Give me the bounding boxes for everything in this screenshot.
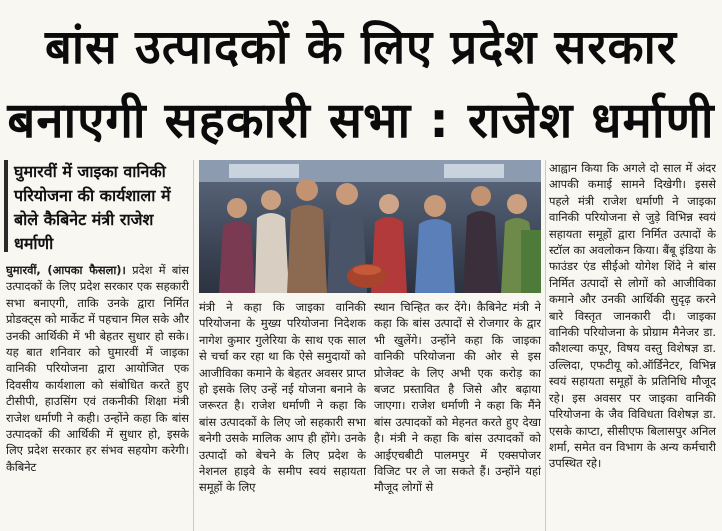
event-photo — [199, 160, 541, 293]
headline-line-1: बांस उत्पादकों के लिए प्रदेश सरकार — [45, 20, 677, 75]
article-text-3: स्थान चिन्हित कर देंगे। कैबिनेट मंत्री ने कहा कि बांस उत्पादों से रोजगार के द्वार भी खुलेंगे। उन्होंने कहा कि जाइका वानिकी परियोजना की ओर से इस प्रोजेक्ट के लिए अभी एक करोड़ का बजट प्रस्तावित है जिसे और बढ़ाया जाएगा। राजेश धर्माणी ने कहा कि मैंने बांस उत्पादकों को मेहनत करते हुए देखा है। मंत्री ने कहा कि बांस उत्पादकों को आईएचबीटी पालमपुर में एक्सपोजर विजिट पर ले जा सकते हैं। उन्होंने यहां मौजूद लोगों से — [374, 300, 541, 495]
article-column-4 — [549, 160, 716, 531]
subheadline-bar — [4, 160, 8, 252]
subheadline: घुमारवीं में जाइका वानिकी परियोजना की कार्यशाला में बोले कैबिनेट मंत्री राजेश धर्माणी — [14, 162, 171, 253]
article-text-4: आह्वान किया कि अगले दो साल में अंदर आपकी कमाई सामने दिखेगी। इससे पहले मंत्री राजेश धर्माणी ने जाइका वानिकी परियोजना से जुड़े विभिन्न स्वयं सहायता समूहों द्वारा निर्मित उत्पादों के स्टॉल का अवलोकन किया। बैंबू इंडिया के फाउंडर एंड सीईओ योगेश शिंदे ने बांस निर्मित उत्पादों से लोगों को आजीविका कमाने और उनकी आर्थिकी सुदृढ़ करने बारे विस्तृत जानकारी दी। जाइका वानिकी परियोजना के प्रोग्राम मैनेजर डा. कौशल्या कपूर, विषय वस्तु विशेषज्ञ डा. उल्लिदा, एफटीयू को.ऑर्डिनेटर, विभिन्न स्वयं सहायता समूहों के प्रतिनिधि मौजूद रहे। इस अवसर पर जाइका वानिकी परियोजना के जैव विविधता विशेषज्ञ डा. एसके काप्टा, सीसीएफ बिलासपुर अनिल शर्मा, समेत वन विभाग के अन्य कर्मचारी उपस्थित रहे। — [549, 161, 716, 471]
event-photo-image — [199, 160, 541, 293]
dateline: घुमारवीं, (आपका फैसला)। — [6, 263, 126, 277]
article-column-3 — [374, 299, 541, 531]
article-text-2: मंत्री ने कहा कि जाइका वानिकी परियोजना के मुख्य परियोजना निदेशक नागेश कुमार गुलेरिया के साथ एक साल से चर्चा कर रहा था कि ऐसे समुदायों को आजीविका कमाने के बेहतर अवसर प्राप्त हो इसके लिए उन्हें नई योजना बनाने के जरूरत है। राजेश धर्माणी ने कहा कि बांस उत्पादकों के लिए जो सहकारी सभा बनेगी उसके मालिक आप ही होंगे। उनके उत्पादों को बेचने के लिए प्रदेश के नेशनल हाइवे के समीप स्वयं सहायता समूहों के लिए — [199, 300, 366, 495]
article-text-1: प्रदेश में बांस उत्पादकों के लिए प्रदेश सरकार एक सहकारी सभा बनाएगी, ताकि उनके द्वारा निर्मित प्रोडक्ट्स को मार्केट में पहचान मिल सके और उनकी आर्थिकी में भी बेहतर सुधार हो सके। यह बात शनिवार को घुमारवीं में जाइका वानिकी परियोजना द्वारा आयोजित एक दिवसीय कार्यशाला को संबोधित करते हुए टीसीपी, हाउसिंग एवं तकनीकी शिक्षा मंत्री राजेश धर्माणी ने कही। उन्होंने कहा कि बांस उत्पादकों की आर्थिकी में सुधार हो, इसके लिए प्रदेश सरकार हर संभव सहयोग करेगी। कैबिनेट — [6, 263, 189, 474]
headline-line-2: बनाएगी सहकारी सभा : राजेश धर्माणी — [7, 92, 715, 149]
column-rule — [545, 160, 546, 531]
article-column-1 — [6, 262, 189, 530]
column-rule — [193, 160, 194, 531]
article-column-2 — [199, 299, 366, 531]
